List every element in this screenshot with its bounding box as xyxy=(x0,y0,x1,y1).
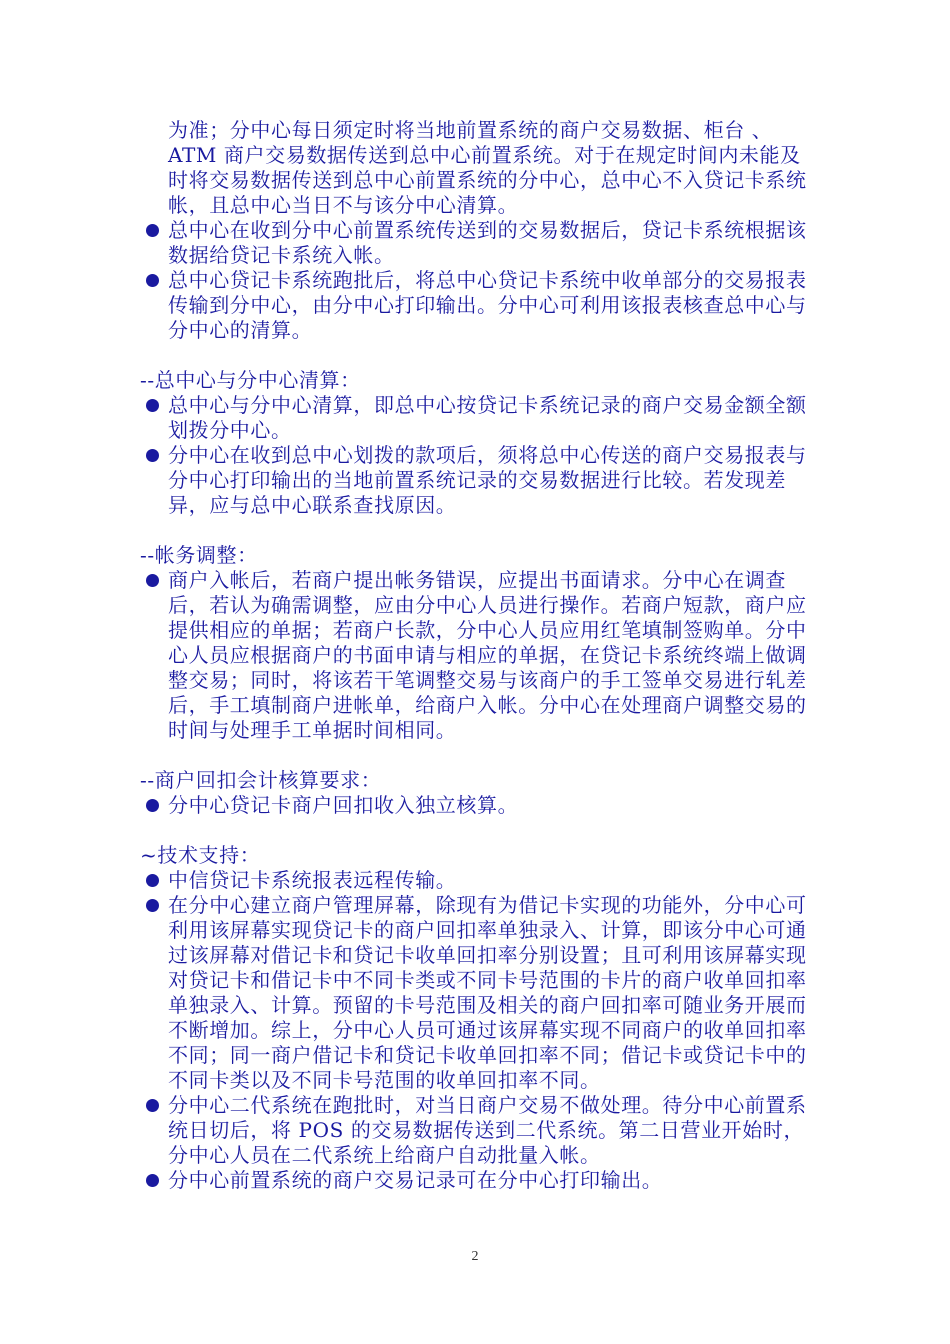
list-item-text: 总中心与分中心清算，即总中心按贷记卡系统记录的商户交易金额全额划拨分中心。 xyxy=(168,393,807,442)
list-item xyxy=(140,1093,820,1168)
list-item xyxy=(140,218,820,268)
bullet-icon xyxy=(146,224,159,237)
list-item-text: 商户入帐后，若商户提出帐务错误，应提出书面请求。分中心在调查后，若认为确需调整，应由分中心人员进行操作。若商户短款，商户应提供相应的单据；若商户长款，分中心人员应用红笔填制签购单。分中心人员应根据商户的书面申请与相应的单据，在贷记卡系统终端上做调整交易；同时，将该若干笔调整交易与该商户的手工签单交易进行轧差后，手工填制商户进帐单，给商户入帐。分中心在处理商户调整交易的时间与处理手工单据时间相同。 xyxy=(168,568,807,742)
list-item-text: 总中心在收到分中心前置系统传送到的交易数据后，贷记卡系统根据该数据给贷记卡系统入帐。 xyxy=(168,218,807,267)
list-item xyxy=(140,268,820,343)
list-item-text: 分中心前置系统的商户交易记录可在分中心打印输出。 xyxy=(168,1168,663,1192)
list-item-text: 总中心贷记卡系统跑批后，将总中心贷记卡系统中收单部分的交易报表传输到分中心，由分中心打印输出。分中心可利用该报表核查总中心与分中心的清算。 xyxy=(168,268,807,342)
spacer xyxy=(140,343,820,368)
spacer xyxy=(140,743,820,768)
bullet-icon xyxy=(146,274,159,287)
list-item xyxy=(140,793,820,818)
list-item-text: 分中心贷记卡商户回扣收入独立核算。 xyxy=(168,793,519,817)
list-item xyxy=(140,568,820,743)
bullet-icon xyxy=(146,1099,159,1112)
section-heading-accounting: --商户回扣会计核算要求： xyxy=(140,768,382,792)
bullet-icon xyxy=(146,399,159,412)
list-item xyxy=(140,393,820,443)
list-item xyxy=(140,1168,820,1193)
spacer xyxy=(140,518,820,543)
list-item-text: 分中心在收到总中心划拨的款项后，须将总中心传送的商户交易报表与分中心打印输出的当地前置系统记录的交易数据进行比较。若发现差异，应与总中心联系查找原因。 xyxy=(168,443,807,517)
list-item xyxy=(140,443,820,518)
bullet-icon xyxy=(146,874,159,887)
document-body xyxy=(140,118,820,1193)
bullet-icon xyxy=(146,1174,159,1187)
list-item-text: 中信贷记卡系统报表远程传输。 xyxy=(168,868,457,892)
section-heading-clearing: --总中心与分中心清算： xyxy=(140,368,361,392)
bullet-icon xyxy=(146,799,159,812)
bullet-icon xyxy=(146,574,159,587)
list-item xyxy=(140,868,820,893)
spacer xyxy=(140,818,820,843)
bullet-icon xyxy=(146,449,159,462)
intro-paragraph: 为准；分中心每日须定时将当地前置系统的商户交易数据、柜台 、ATM 商户交易数据传送到总中心前置系统。对于在规定时间内未能及时将交易数据传送到总中心前置系统的分中心，总中心不入贷记卡系统帐，且总中心当日不与该分中心清算。 xyxy=(168,118,807,217)
list-item-text: 在分中心建立商户管理屏幕，除现有为借记卡实现的功能外，分中心可利用该屏幕实现贷记卡的商户回扣率单独录入、计算，即该分中心可通过该屏幕对借记卡和贷记卡收单回扣率分别设置；且可利用该屏幕实现对贷记卡和借记卡中不同卡类或不同卡号范围的卡片的商户收单回扣率单独录入、计算。预留的卡号范围及相关的商户回扣率可随业务开展而不断增加。综上，分中心人员可通过该屏幕实现不同商户的收单回扣率不同；同一商户借记卡和贷记卡收单回扣率不同；借记卡或贷记卡中的不同卡类以及不同卡号范围的收单回扣率不同。 xyxy=(168,893,807,1092)
list-item xyxy=(140,893,820,1093)
section-heading-tech: ~技术支持： xyxy=(140,843,261,867)
bullet-icon xyxy=(146,899,159,912)
list-item-text: 分中心二代系统在跑批时，对当日商户交易不做处理。待分中心前置系统日切后，将 POS 的交易数据传送到二代系统。第二日营业开始时，分中心人员在二代系统上给商户自动批量入帐。 xyxy=(168,1093,807,1167)
page-number: 2 xyxy=(471,1249,479,1264)
section-heading-adjust: --帐务调整： xyxy=(140,543,258,567)
